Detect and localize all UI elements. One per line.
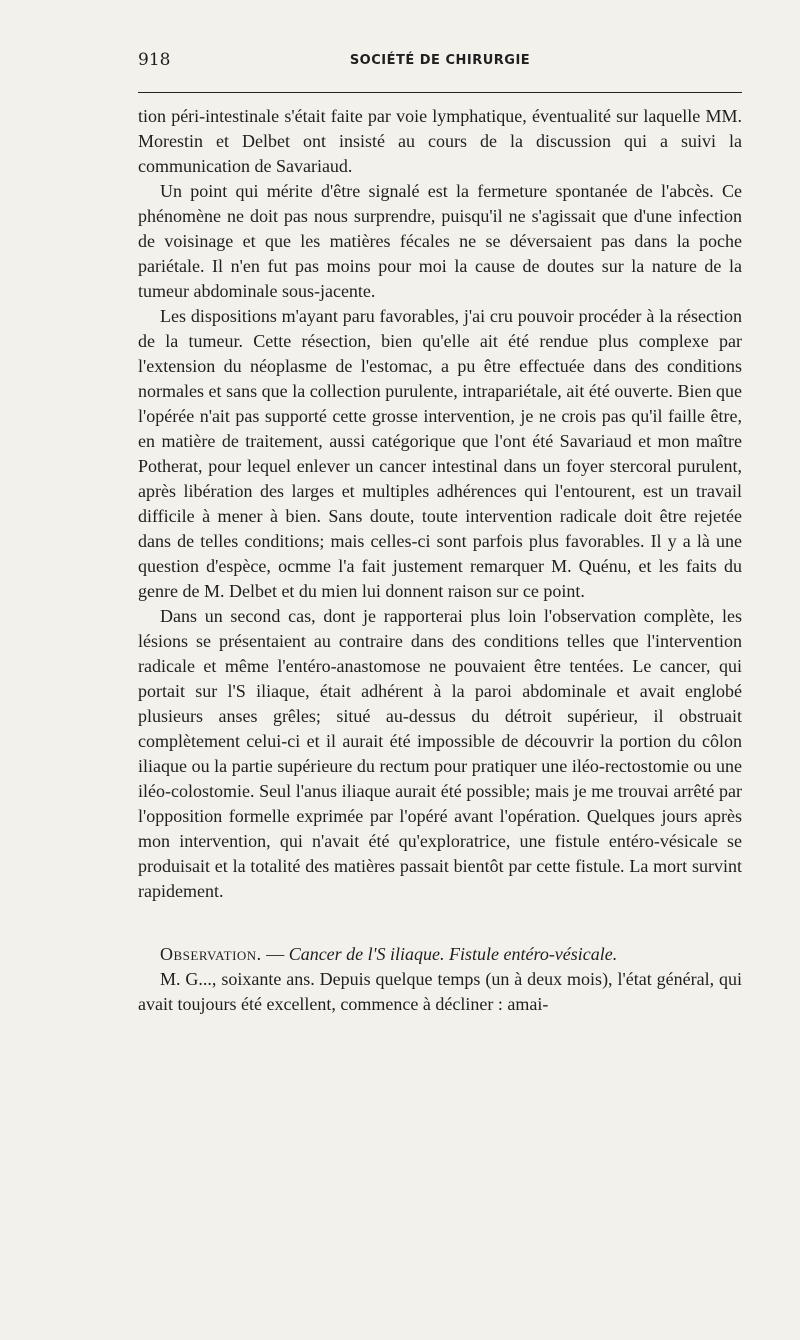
header-rule <box>138 92 742 93</box>
observation-dash: — <box>261 944 289 964</box>
page-number: 918 <box>138 50 171 70</box>
paragraph: tion péri-intestinale s'était faite par voie lymphatique, éventualité sur laquelle MM. Morestin et Delbet ont insisté au cours de la discussion qui a suivi la communication de Savariaud. <box>138 106 742 176</box>
page-header <box>138 50 742 80</box>
observation-title: Cancer de l'S iliaque. Fistule entéro-vésicale. <box>288 944 618 964</box>
body-text <box>138 104 742 1017</box>
section-spacer <box>138 904 742 942</box>
paragraph: Dans un second cas, dont je rapporterai plus loin l'observation complète, les lésions se présentaient au contraire dans des conditions telles que l'intervention radicale et même l'entéro-anastomose ne pouvaient être tentées. Le cancer, qui portait sur l'S iliaque, était adhérent à la paroi abdominale et avait englobé plusieurs anses grêles; situé au-dessus du détroit supérieur, il obstruait complètement celui-ci et il aurait été impossible de découvrir la portion du côlon iliaque ou la partie supérieure du rectum pour pratiquer une iléo-rectostomie ou une iléo-colostomie. Seul l'anus iliaque aurait été possible; mais je me trouvai arrêté par l'opposition formelle exprimée par l'opéré avant l'opération. Quelques jours après mon intervention, qui n'avait été qu'exploratrice, une fistule entéro-vésicale se produisait et la totalité des matières passait bientôt par cette fistule. La mort survint rapidement. <box>138 606 742 901</box>
observation-heading <box>138 942 742 967</box>
observation-label: Observation. <box>160 944 262 964</box>
paragraph: Un point qui mérite d'être signalé est la fermeture spontanée de l'abcès. Ce phénomène ne doit pas nous surprendre, puisqu'il ne s'agissait que d'une infection de voisinage et que les matières fécales ne se déversaient pas dans la poche pariétale. Il n'en fut pas moins pour moi la cause de doutes sur la nature de la tumeur abdominale sous-jacente. <box>138 181 742 301</box>
paragraph: Les dispositions m'ayant paru favorables, j'ai cru pouvoir procéder à la résection de la tumeur. Cette résection, bien qu'elle ait été rendue plus complexe par l'extension du néoplasme de l'estomac, a pu être effectuée dans des conditions normales et sans que la collection purulente, intrapariétale, ait été ouverte. Bien que l'opérée n'ait pas supporté cette grosse intervention, je ne crois pas qu'il faille être, en matière de traitement, aussi catégorique que l'ont été Savariaud et mon maître Potherat, pour lequel enlever un cancer intestinal dans un foyer stercoral purulent, après libération des larges et multiples adhérences qui l'entourent, est un travail difficile à mener à bien. Sans doute, toute intervention radicale doit être rejetée dans de telles conditions; mais celles-ci sont parfois plus favorables. Il y a là une question d'espèce, ocmme l'a fait justement remarquer M. Quénu, et les faits du genre de M. Delbet et du mien lui donnent raison sur ce point. <box>138 306 742 601</box>
running-title: SOCIÉTÉ DE CHIRURGIE <box>349 53 531 68</box>
observation-paragraph: M. G..., soixante ans. Depuis quelque temps (un à deux mois), l'état général, qui avait toujours été excellent, commence à décliner : amai- <box>138 969 742 1014</box>
